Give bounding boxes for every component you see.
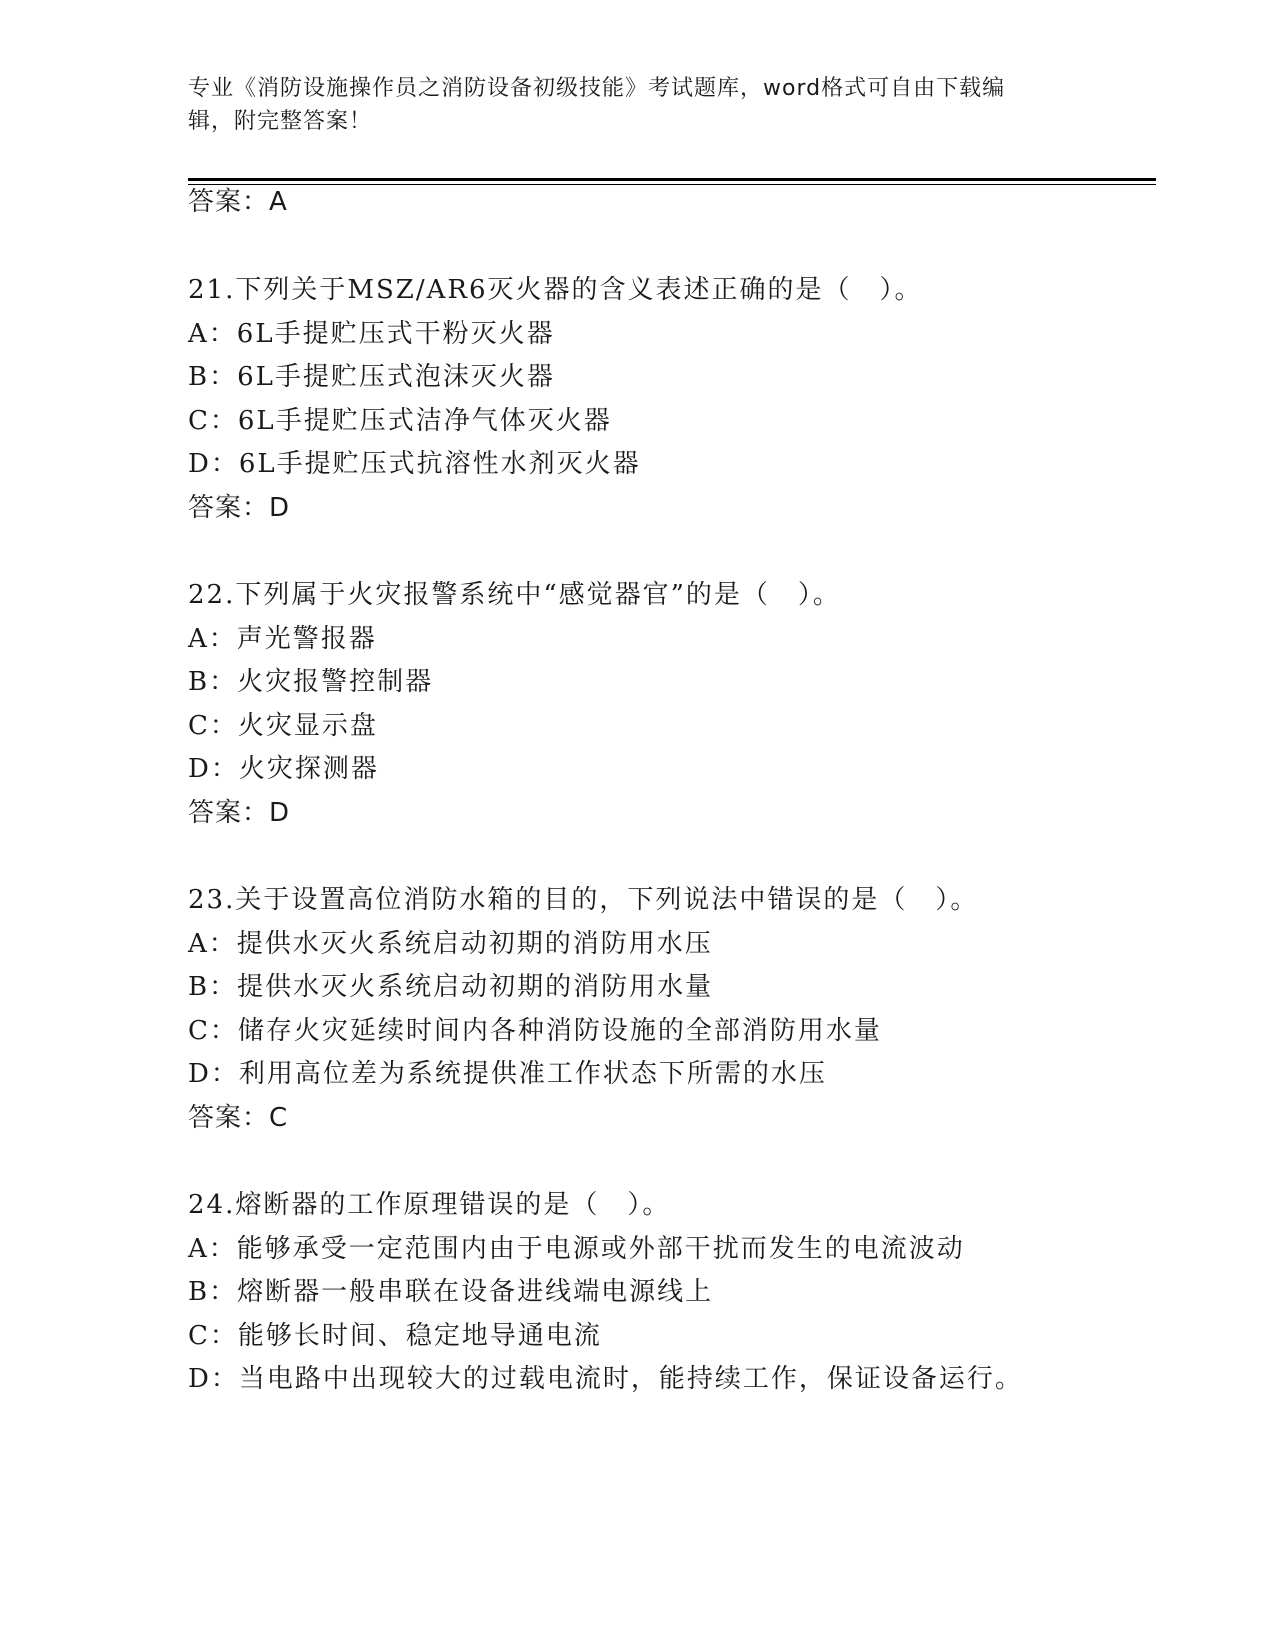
header-rule-thick	[188, 178, 1156, 181]
question-21-answer: 答案：D	[188, 493, 291, 523]
question-23-option-b: B：提供水灭火系统启动初期的消防用水量	[188, 972, 714, 1002]
question-23-option-a: A：提供水灭火系统启动初期的消防用水压	[188, 929, 713, 959]
question-24-option-d: D：当电路中出现较大的过载电流时，能持续工作，保证设备运行。	[188, 1364, 1023, 1394]
question-23-option-c: C：储存火灾延续时间内各种消防设施的全部消防用水量	[188, 1016, 882, 1046]
question-24-option-a: A：能够承受一定范围内由于电源或外部干扰而发生的电流波动	[188, 1234, 965, 1264]
question-21-option-d: D：6L手提贮压式抗溶性水剂灭火器	[188, 449, 641, 479]
question-22-option-d: D：火灾探测器	[188, 754, 379, 784]
question-24-option-c: C：能够长时间、稳定地导通电流	[188, 1321, 602, 1351]
header-line-1: 专业《消防设施操作员之消防设备初级技能》考试题库，word格式可自由下载编	[188, 76, 1006, 101]
question-22-stem: 22.下列属于火灾报警系统中“感觉器官”的是（ ）。	[188, 580, 841, 610]
question-22-option-b: B：火灾报警控制器	[188, 667, 434, 697]
question-22-option-c: C：火灾显示盘	[188, 711, 378, 741]
question-21-option-a: A：6L手提贮压式干粉灭火器	[188, 319, 555, 349]
question-24-option-b: B：熔断器一般串联在设备进线端电源线上	[188, 1277, 714, 1307]
question-21-stem: 21.下列关于MSZ/AR6灭火器的含义表述正确的是（ ）。	[188, 275, 923, 305]
document-header	[188, 72, 1088, 138]
question-22-answer: 答案：D	[188, 798, 291, 828]
header-line-2: 辑，附完整答案！	[188, 109, 373, 134]
question-21-option-b: B：6L手提贮压式泡沫灭火器	[188, 362, 555, 392]
question-21-option-c: C：6L手提贮压式洁净气体灭火器	[188, 406, 612, 436]
question-23-option-d: D：利用高位差为系统提供准工作状态下所需的水压	[188, 1059, 827, 1089]
answer-prev: 答案：A	[188, 187, 288, 217]
question-24-stem: 24.熔断器的工作原理错误的是（ ）。	[188, 1190, 671, 1220]
question-23-answer: 答案：C	[188, 1103, 289, 1133]
question-23-stem: 23.关于设置高位消防水箱的目的，下列说法中错误的是（ ）。	[188, 885, 979, 915]
question-22-option-a: A：声光警报器	[188, 624, 377, 654]
header-rule-thin	[188, 184, 1156, 185]
